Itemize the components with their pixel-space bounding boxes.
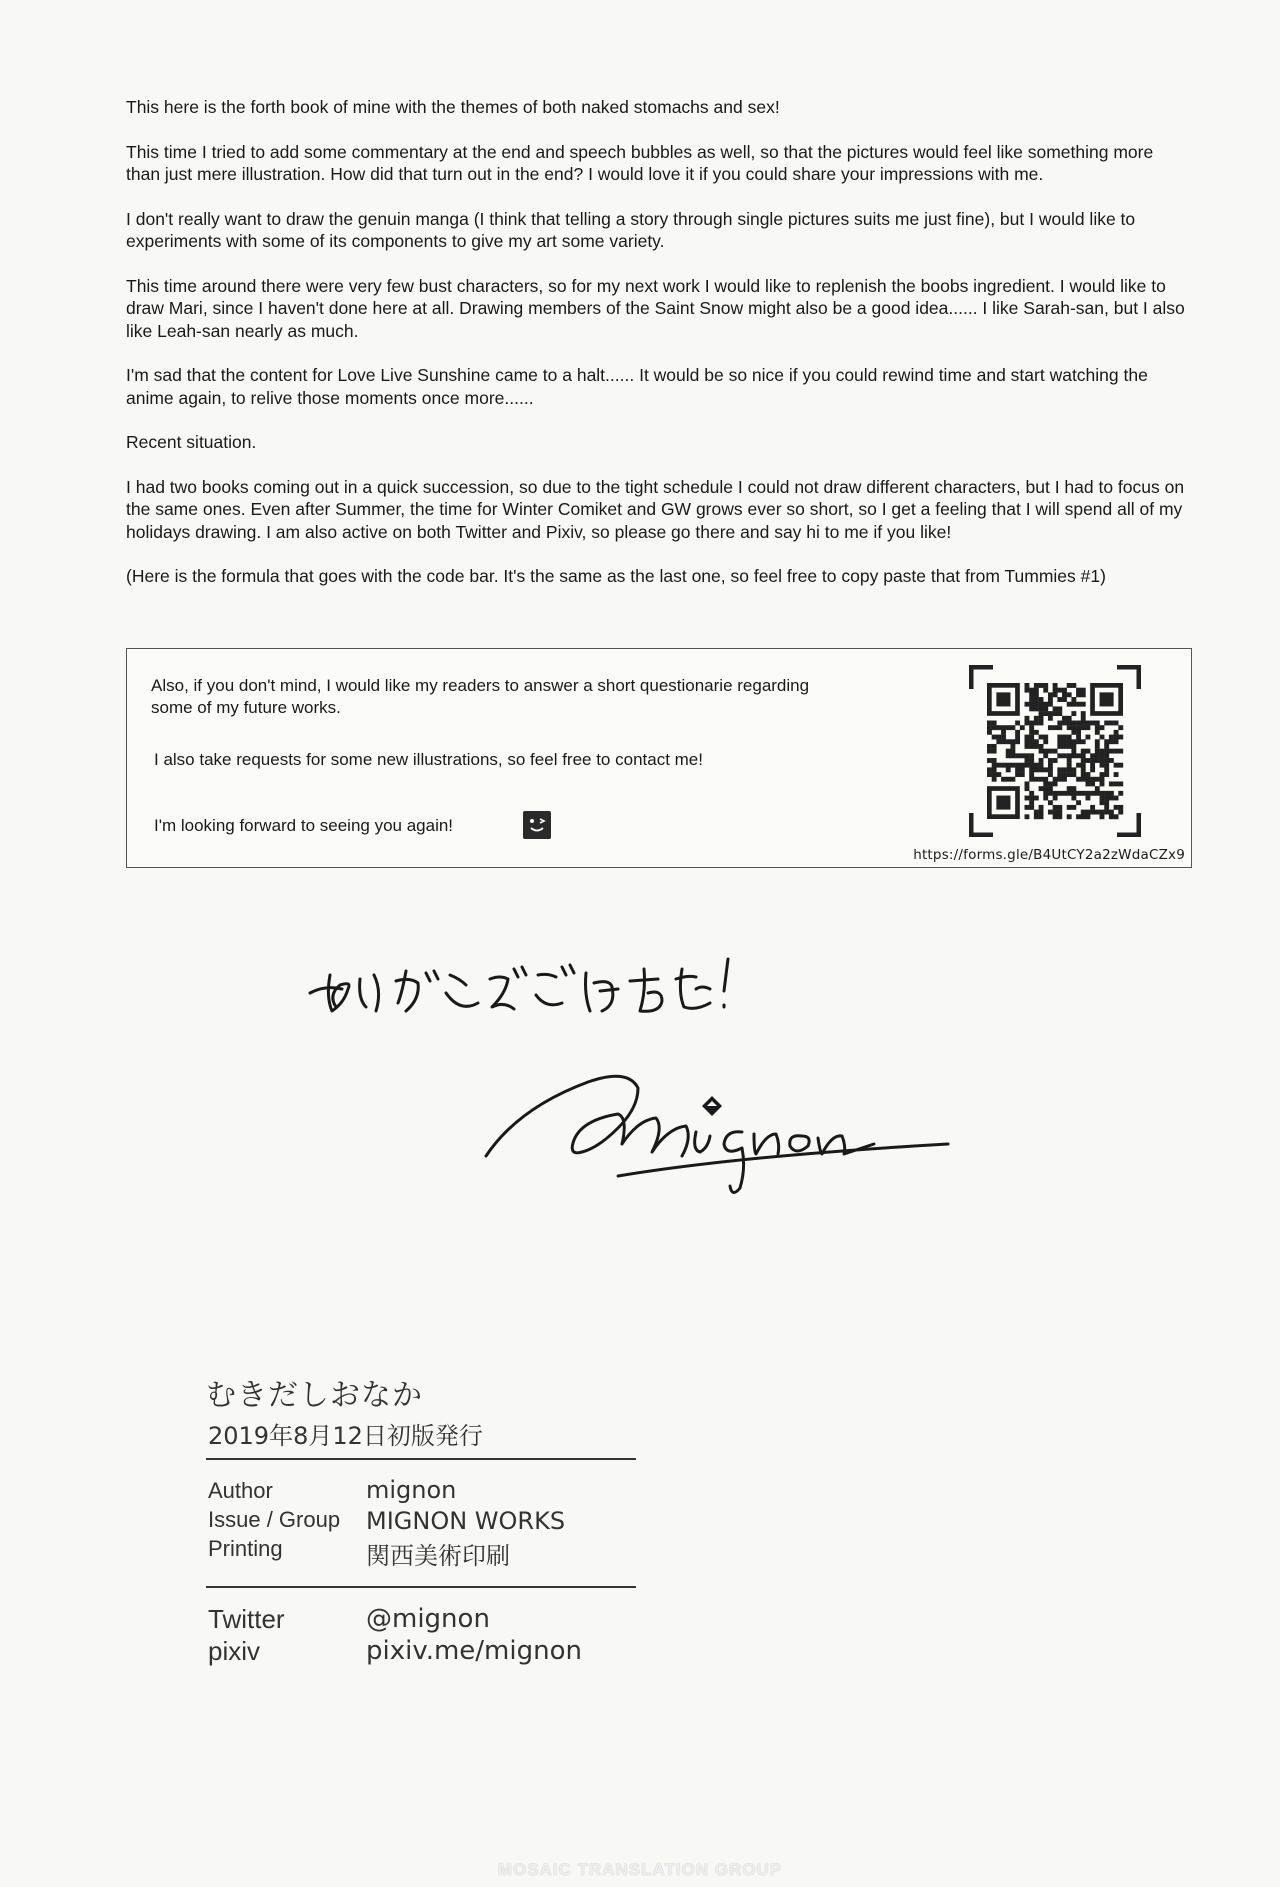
- translation-credit: MOSAIC TRANSLATION GROUP: [497, 1860, 783, 1879]
- printing-label: Printing: [208, 1536, 283, 1561]
- paragraph-7: I had two books coming out in a quick succession, so due to the tight schedule I could not draw different characters, but I had to focus on the same ones. Even after Summer, the time for Winter Comiket and GW grows ever so short, so I get a feeling that I will spend all of my holidays drawing. I am also active on both Twitter and Pixiv, so please go there and say hi to me if you like!: [126, 476, 1185, 542]
- pixiv-label: pixiv: [208, 1636, 261, 1666]
- paragraph-3: I don't really want to draw the genuin manga (I think that telling a story through single pictures suits me just fine), but I would like to experiments with some of its components to give my art some variety.: [126, 208, 1136, 251]
- questionnaire-request: Also, if you don't mind, I would like my readers to answer a short questionarie regarding some of my future works.: [151, 676, 810, 717]
- farewell-line: I'm looking forward to seeing you again!: [154, 816, 454, 835]
- pixiv-link[interactable]: pixiv.me/mignon: [366, 1636, 582, 1666]
- wink-face-icon: [523, 811, 551, 839]
- twitter-label: Twitter: [208, 1604, 285, 1634]
- paragraph-5: I'm sad that the content for Love Live Sunshine came to a halt...... It would be so nice if you could rewind time and start watching the anime again, to relive those moments once more......: [126, 365, 1148, 408]
- paragraph-8: (Here is the formula that goes with the code bar. It's the same as the last one, so feel free to copy paste that from Tummies #1): [126, 566, 1106, 586]
- afterword-text: [126, 96, 1186, 610]
- group-value: MIGNON WORKS: [366, 1507, 566, 1535]
- handwritten-signature: [478, 1048, 958, 1198]
- printing-value: 関西美術印刷: [366, 1542, 510, 1570]
- questionnaire-box: [126, 648, 1192, 868]
- paragraph-1: This here is the forth book of mine with the themes of both naked stomachs and sex!: [126, 97, 780, 117]
- colophon-divider-top: [206, 1458, 636, 1460]
- paragraph-4: This time around there were very few bust characters, so for my next work I would like to replenish the boobs ingredient. I would like to draw Mari, since I haven't done here at all. Drawing members of the Saint Snow might also be a good idea...... I like Sarah-san, but I also like Leah-san nearly as much.: [126, 275, 1185, 341]
- paragraph-6: Recent situation.: [126, 432, 257, 452]
- colophon-divider-bottom: [206, 1586, 636, 1588]
- paragraph-2: This time I tried to add some commentary at the end and speech bubbles as well, so that the pictures would feel like something more than just mere illustration. How did that turn out in the end? I would love it if you could share your impressions with me.: [126, 141, 1154, 184]
- twitter-handle[interactable]: @mignon: [366, 1604, 490, 1634]
- author-value: mignon: [366, 1476, 457, 1504]
- questionnaire-url[interactable]: https://forms.gle/B4UtCY2a2zWdaCZx9: [913, 847, 1185, 863]
- book-title: むきだしおなか: [206, 1378, 423, 1413]
- requests-note: I also take requests for some new illustrations, so feel free to contact me!: [154, 750, 703, 769]
- group-label: Issue / Group: [208, 1507, 341, 1532]
- publication-date: 2019年8月12日初版発行: [208, 1422, 483, 1450]
- handwritten-thanks: [300, 945, 740, 1025]
- author-label: Author: [208, 1478, 273, 1503]
- qr-code-icon[interactable]: [969, 665, 1141, 837]
